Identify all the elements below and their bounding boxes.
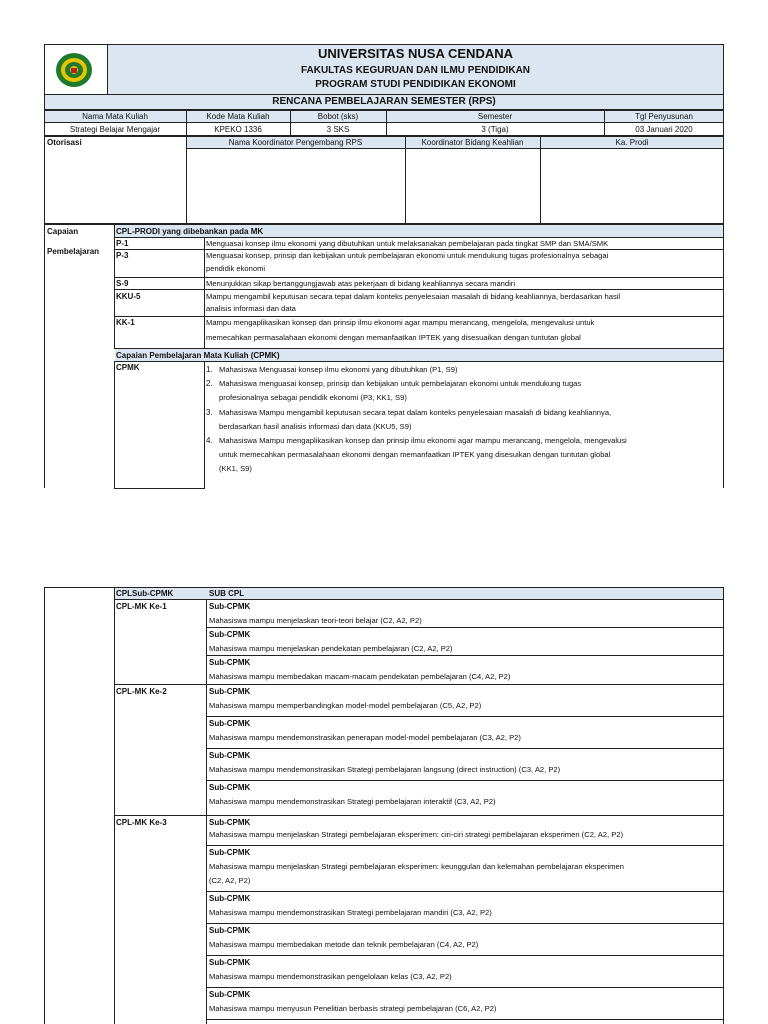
cpmk-number: 3. <box>206 408 213 417</box>
value-course-code: KPEKO 1336 <box>214 125 262 134</box>
sub-cpmk-label: Sub-CPMK <box>209 630 251 639</box>
cpl-desc-cont: memecahkan permasalahaan ekonomi dengan memanfaatkan IPTEK yang disesuaikan dengan tuntutan global <box>206 333 581 342</box>
cpl-desc: Mampu mengaplikasikan konsep dan prinsip ilmu ekonomi agar mampu merancang, mengelola, mengevalusi untuk <box>206 318 595 327</box>
cpl-mk-label: CPL-MK Ke-3 <box>116 818 167 827</box>
cpl-code: KKU-5 <box>116 292 141 301</box>
cpmk-item: Mahasiswa menguasai konsep, prinsip dan kebijakan untuk pembelajaran ekonomi untuk mendukung tugas <box>219 379 582 388</box>
sub-cpmk-label: Sub-CPMK <box>209 894 251 903</box>
capaian-label: Capaian <box>47 227 79 236</box>
cpmk-item: Mahasiswa Menguasai konsep ilmu ekonomi yang dibutuhkan (P1, S9) <box>219 365 458 374</box>
cpl-desc-cont: analisis informasi dan data <box>206 304 296 313</box>
cpl-header: CPL-PRODI yang dibebankan pada MK <box>116 227 264 236</box>
doc-title: RENCANA PEMBELAJARAN SEMESTER (RPS) <box>272 96 496 107</box>
cpmk-item-cont: berdasarkan hasil analisis informasi dan data (KKU5, S9) <box>219 422 412 431</box>
cpmk-item-cont: untuk memecahkan permasalahaan ekonomi dengan memanfaatkan IPTEK yang disesuikan dengan tuntutan global <box>219 450 611 459</box>
cpmk-header: Capaian Pembelajaran Mata Kuliah (CPMK) <box>116 351 280 360</box>
otorisasi-col-coordinator: Nama Koordinator Pengembang RPS <box>228 138 363 147</box>
cpmk-number: 2. <box>206 379 213 388</box>
cpl-desc: Mampu mengambil keputusan secara tepat dalam konteks penyelesaian masalah di bidang keahliannya, berdasarkan hasil <box>206 292 621 301</box>
cpl-desc: Menunjukkan sikap bertanggungjawab atas pekerjaan di bidang keahliannya secara mandiri <box>206 279 516 288</box>
sub-cpmk-item: Mahasiswa mampu menjelaskan Strategi pembelajaran eksperimen: keunggulan dan kelemahan pembelajaran eksperimen <box>209 862 624 871</box>
subcpl-header-right: SUB CPL <box>209 589 245 598</box>
cpmk-number: 1. <box>206 365 213 374</box>
sub-cpmk-label: Sub-CPMK <box>209 658 251 667</box>
cpmk-label-cell <box>114 361 205 489</box>
university-logo <box>55 52 93 88</box>
sub-cpmk-label: Sub-CPMK <box>209 687 251 696</box>
value-date: 03 Januari 2020 <box>635 125 693 134</box>
sub-cpmk-label: Sub-CPMK <box>209 719 251 728</box>
cpl-mk-label: CPL-MK Ke-2 <box>116 687 167 696</box>
cpl-code: S-9 <box>116 279 129 288</box>
otorisasi-box <box>44 136 724 224</box>
sub-cpmk-item: Mahasiswa mampu mendemonstrasikan Strategi pembelajaran mandiri (C3, A2, P2) <box>209 908 492 917</box>
program-name: PROGRAM STUDI PENDIDIKAN EKONOMI <box>315 79 516 90</box>
sub-cpmk-item: Mahasiswa mampu menjelaskan Strategi pembelajaran eksperimen: ciri-ciri strategi pembelajaran eksperimen (C2, A2, P2) <box>209 830 624 839</box>
label-semester: Semester <box>477 112 513 121</box>
otorisasi-label: Otorisasi <box>47 138 82 147</box>
value-course-name: Strategi Belajar Mengajar <box>69 125 161 134</box>
cpmk-item: Mahasiswa Mampu mengambil keputusan secara tepat dalam konteks penyelesaian masalah di bidang keahliannya, <box>219 408 612 417</box>
cpl-code: P-3 <box>116 251 129 260</box>
pembelajaran-label: Pembelajaran <box>47 247 100 256</box>
sub-cpmk-item: Mahasiswa mampu mendemonstrasikan Strategi pembelajaran interaktif (C3, A2, P2) <box>209 797 496 806</box>
sub-cpmk-item: Mahasiswa mampu memperbandingkan model-model pembelajaran (C5, A2, P2) <box>209 701 482 710</box>
label-course-name: Nama Mata Kuliah <box>82 112 148 121</box>
cpl-desc: Menguasai konsep, prinsip dan kebijakan untuk pembelajaran ekonomi untuk mendukung tugas profesionalnya sebagai <box>206 251 609 260</box>
university-name: UNIVERSITAS NUSA CENDANA <box>317 46 513 61</box>
cpmk-item-cont: (KK1, S9) <box>219 464 252 473</box>
sub-cpmk-label: Sub-CPMK <box>209 958 251 967</box>
sub-cpmk-item: Mahasiswa mampu menjelaskan pendekatan pembelajaran (C2, A2, P2) <box>209 644 453 653</box>
cpl-desc-cont: pendidik ekonomi <box>206 264 266 273</box>
sub-cpmk-item: Mahasiswa mampu membedakan metode dan teknik pembelajaran (C4, A2, P2) <box>209 940 479 949</box>
sub-cpmk-label: Sub-CPMK <box>209 783 251 792</box>
sub-cpmk-item: Mahasiswa mampu mendemonstrasikan Strategi pembelajaran langsung (direct instruction) (C3, A2, P2) <box>209 765 561 774</box>
otorisasi-col-field: Koordinator Bidang Keahlian <box>421 138 524 147</box>
cpl-mk-label: CPL-MK Ke-1 <box>116 602 167 611</box>
sub-cpmk-label: Sub-CPMK <box>209 990 251 999</box>
sub-cpmk-item-cont: (C2, A2, P2) <box>209 876 251 885</box>
sub-cpmk-label: Sub-CPMK <box>209 751 251 760</box>
value-semester: 3 (Tiga) <box>481 125 509 134</box>
sub-cpmk-item: Mahasiswa mampu menjelaskan teori-teori belajar (C2, A2, P2) <box>209 616 422 625</box>
sub-cpmk-item: Mahasiswa mampu menyusun Penelitian berbasis strategi pembelajaran (C6, A2, P2) <box>209 1004 497 1013</box>
sub-cpmk-label: Sub-CPMK <box>209 848 251 857</box>
subcpl-header-left: CPLSub-CPMK <box>116 589 174 598</box>
label-date: Tgl Penyusunan <box>635 112 693 121</box>
cpmk-label: CPMK <box>116 363 140 372</box>
label-credits: Bobot (sks) <box>317 112 359 121</box>
cpl-code: P-1 <box>116 239 129 248</box>
faculty-name: FAKULTAS KEGURUAN DAN ILMU PENDIDIKAN <box>300 65 531 76</box>
sub-cpmk-item: Mahasiswa mampu mendemonstrasikan penerapan model-model pembelajaran (C3, A2, P2) <box>209 733 521 742</box>
sub-cpmk-label: Sub-CPMK <box>209 818 251 827</box>
cpl-code: KK-1 <box>116 318 135 327</box>
cpmk-item: Mahasiswa Mampu mengaplikasikan konsep dan prinsip ilmu ekonomi agar mampu merancang, mengelola, mengevalusi <box>219 436 627 445</box>
sub-cpmk-item: Mahasiswa mampu membedakan macam-macam pendekatan pembelajaran (C4, A2, P2) <box>209 672 511 681</box>
cpmk-number: 4. <box>206 436 213 445</box>
value-credits: 3 SKS <box>326 125 350 134</box>
otorisasi-col-prodi: Ka. Prodi <box>615 138 649 147</box>
label-course-code: Kode Mata Kuliah <box>206 112 270 121</box>
sub-cpmk-label: Sub-CPMK <box>209 602 251 611</box>
cpmk-item-cont: profesionalnya sebagai pendidik ekonomi (P3, KK1, S9) <box>219 393 407 402</box>
sub-cpmk-item: Mahasiswa mampu mendemonstrasikan pengelolaan kelas (C3, A2, P2) <box>209 972 452 981</box>
sub-cpmk-label: Sub-CPMK <box>209 926 251 935</box>
cpl-desc: Menguasai konsep ilmu ekonomi yang dibutuhkan untuk melaksanakan pembelajaran pada tingkat SMP dan SMA/SMK <box>206 239 609 248</box>
